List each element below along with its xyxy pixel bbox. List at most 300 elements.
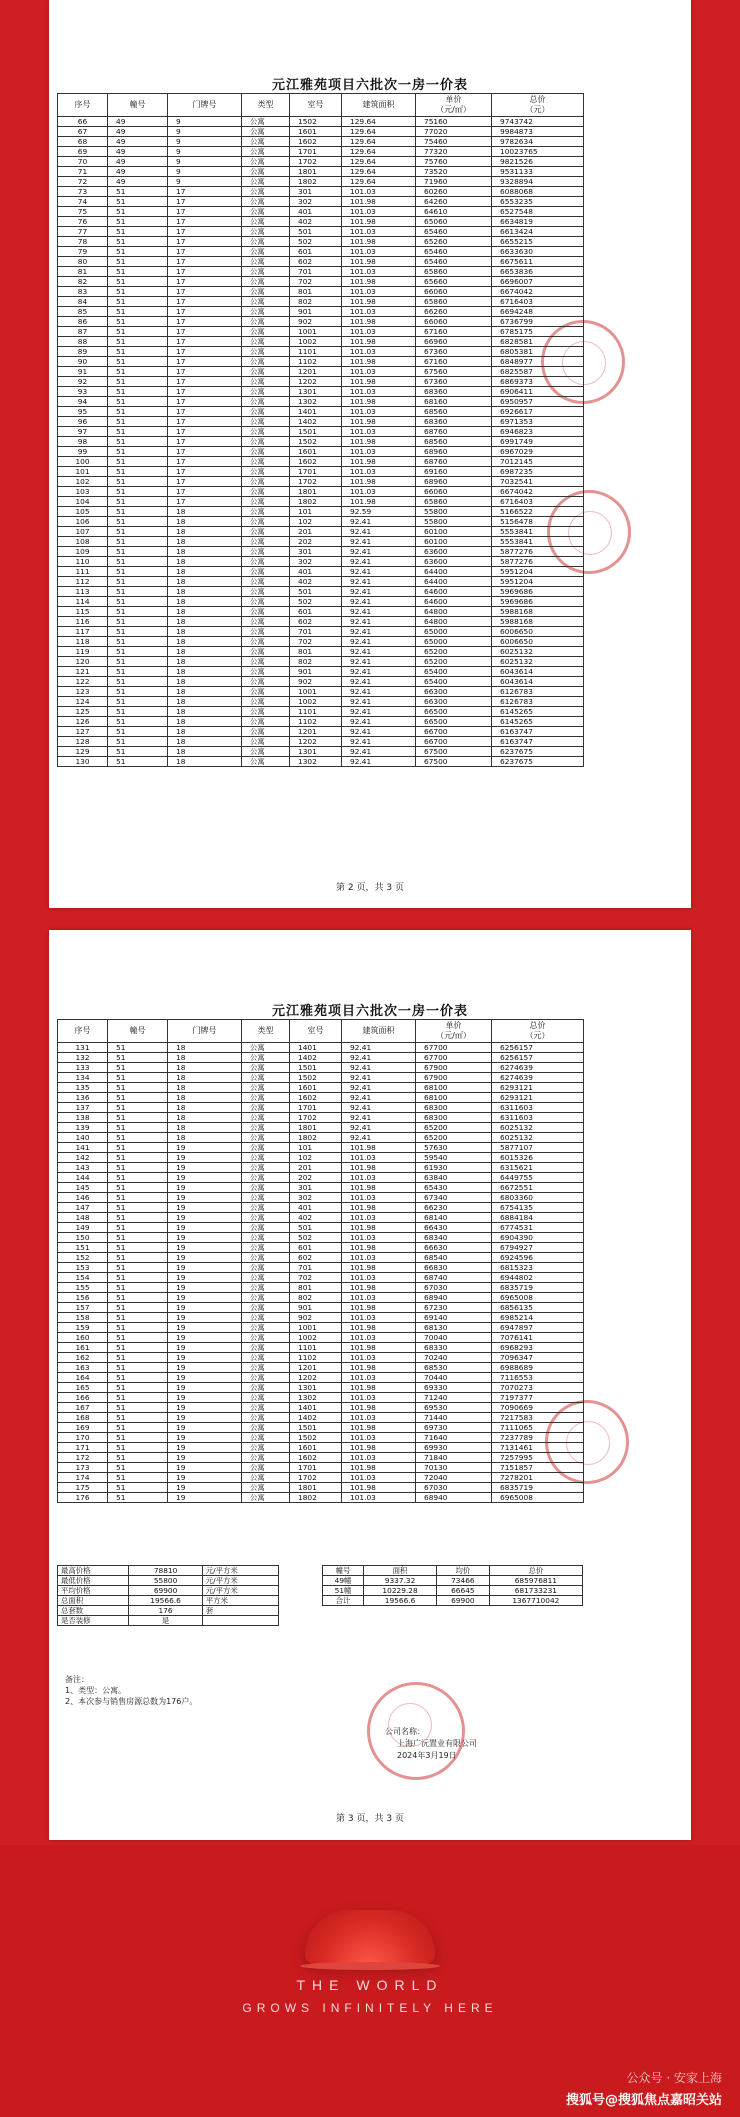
table-cell: 公寓 [242,647,290,657]
table-cell: 公寓 [242,1153,290,1163]
table-cell: 公寓 [242,1193,290,1203]
table-row [58,747,584,757]
table-cell: 501 [290,1223,342,1233]
table-cell: 公寓 [242,1433,290,1443]
table-cell: 137 [58,1103,108,1113]
table-row [58,617,584,627]
table-cell: 9 [168,157,242,167]
summary-cell: 176 [129,1606,202,1616]
table-cell: 公寓 [242,467,290,477]
summary-row [323,1596,583,1606]
table-cell: 1302 [290,757,342,767]
table-cell: 17 [168,487,242,497]
table-cell: 127 [58,727,108,737]
table-cell: 80 [58,257,108,267]
table-cell: 公寓 [242,737,290,747]
table-cell: 6293121 [492,1093,584,1103]
table-cell: 51 [108,1373,168,1383]
table-cell: 135 [58,1083,108,1093]
table-cell: 51 [108,467,168,477]
table-cell: 51 [108,347,168,357]
table-cell: 6655215 [492,237,584,247]
table-cell: 66230 [416,1203,492,1213]
notes [65,1674,197,1707]
table-cell: 101.03 [342,307,416,317]
table-cell: 402 [290,577,342,587]
summary-cell: 69900 [437,1596,490,1606]
table-row [58,117,584,127]
table-cell: 70 [58,157,108,167]
table-row [58,1163,584,1173]
table-cell: 68540 [416,1253,492,1263]
table-row [58,537,584,547]
table-body [58,1043,584,1503]
table-cell: 1602 [290,457,342,467]
table-cell: 公寓 [242,627,290,637]
table-cell: 69 [58,147,108,157]
table-cell: 51 [108,407,168,417]
table-cell: 51 [108,1063,168,1073]
table-cell: 126 [58,717,108,727]
summary-cell: 平方米 [202,1596,278,1606]
table-cell: 55800 [416,517,492,527]
table-cell: 118 [58,637,108,647]
table-row [58,147,584,157]
table-cell: 92.41 [342,567,416,577]
summary-header: 均价 [437,1566,490,1576]
table-row [58,1213,584,1223]
table-cell: 101.03 [342,1433,416,1443]
table-cell: 67230 [416,1303,492,1313]
table-row [58,157,584,167]
table-cell: 17 [168,217,242,227]
table-row [58,597,584,607]
table-cell: 129.64 [342,167,416,177]
table-cell: 302 [290,1193,342,1203]
table-cell: 1701 [290,467,342,477]
table-cell: 129 [58,747,108,757]
table-cell: 19 [168,1383,242,1393]
table-cell: 101.03 [342,1493,416,1503]
table-cell: 17 [168,237,242,247]
table-cell: 51 [108,637,168,647]
table-cell: 901 [290,667,342,677]
table-row [58,347,584,357]
table-cell: 85 [58,307,108,317]
table-cell: 6785175 [492,327,584,337]
table-cell: 101.03 [342,367,416,377]
table-cell: 101.98 [342,417,416,427]
table-cell: 1202 [290,1373,342,1383]
column-header: 单价 （元/㎡） [416,1020,492,1043]
table-cell: 5553841 [492,527,584,537]
table-cell: 公寓 [242,117,290,127]
table-cell: 17 [168,307,242,317]
table-cell: 902 [290,317,342,327]
table-cell: 72 [58,177,108,187]
table-cell: 68740 [416,1273,492,1283]
table-row [58,627,584,637]
table-row [58,1173,584,1183]
table-cell: 6805381 [492,347,584,357]
table-cell: 18 [168,1123,242,1133]
table-cell: 92.41 [342,1103,416,1113]
table-cell: 101.03 [342,1173,416,1183]
table-cell: 7090669 [492,1403,584,1413]
table-row [58,357,584,367]
table-cell: 92.41 [342,1113,416,1123]
table-cell: 51 [108,617,168,627]
table-cell: 64600 [416,597,492,607]
table-cell: 157 [58,1303,108,1313]
table-row [58,1223,584,1233]
table-cell: 501 [290,227,342,237]
table-cell: 公寓 [242,577,290,587]
table-cell: 101.03 [342,1313,416,1323]
table-cell: 67340 [416,1193,492,1203]
table-cell: 51 [108,1323,168,1333]
table-cell: 150 [58,1233,108,1243]
table-cell: 72040 [416,1473,492,1483]
document-title: 元江雅苑项目六批次一房一价表 [271,78,468,93]
table-cell: 65200 [416,647,492,657]
table-cell: 142 [58,1153,108,1163]
table-cell: 6237675 [492,757,584,767]
table-cell: 101.98 [342,257,416,267]
table-cell: 156 [58,1293,108,1303]
table-cell: 5166522 [492,507,584,517]
table-cell: 公寓 [242,1123,290,1133]
table-cell: 公寓 [242,1313,290,1323]
table-cell: 51 [108,437,168,447]
table-cell: 18 [168,647,242,657]
table-cell: 6025132 [492,657,584,667]
summary-row [323,1586,583,1596]
table-cell: 51 [108,737,168,747]
table-row [58,337,584,347]
table-cell: 17 [168,337,242,347]
table-cell: 7116553 [492,1373,584,1383]
table-row [58,407,584,417]
table-row [58,127,584,137]
table-cell: 68 [58,137,108,147]
table-cell: 901 [290,1303,342,1313]
table-row [58,327,584,337]
table-cell: 65460 [416,247,492,257]
table-cell: 19 [168,1203,242,1213]
summary-row [58,1576,279,1586]
table-cell: 1801 [290,167,342,177]
summary-header: 幢号 [323,1566,364,1576]
table-cell: 7076141 [492,1333,584,1343]
table-cell: 129.64 [342,177,416,187]
table-row [58,1263,584,1273]
table-cell: 1002 [290,697,342,707]
table-cell: 120 [58,657,108,667]
table-cell: 101.03 [342,1213,416,1223]
table-cell: 6904390 [492,1233,584,1243]
table-cell: 102 [290,1153,342,1163]
table-cell: 公寓 [242,127,290,137]
table-cell: 6633630 [492,247,584,257]
table-cell: 19 [168,1223,242,1233]
table-row [58,197,584,207]
table-cell: 111 [58,567,108,577]
table-cell: 92.41 [342,547,416,557]
table-cell: 51 [108,267,168,277]
table-cell: 75 [58,207,108,217]
table-cell: 1702 [290,1113,342,1123]
table-cell: 公寓 [242,587,290,597]
table-cell: 18 [168,727,242,737]
table-cell: 301 [290,547,342,557]
table-cell: 132 [58,1053,108,1063]
table-cell: 19 [168,1233,242,1243]
table-cell: 81 [58,267,108,277]
table-cell: 68140 [416,1213,492,1223]
table-cell: 201 [290,527,342,537]
table-cell: 101.03 [342,487,416,497]
table-row [58,1453,584,1463]
table-cell: 公寓 [242,267,290,277]
table-cell: 6163747 [492,727,584,737]
table-cell: 18 [168,737,242,747]
table-cell: 9 [168,127,242,137]
table-cell: 66630 [416,1243,492,1253]
table-cell: 801 [290,647,342,657]
table-row [58,1133,584,1143]
company-label: 公司名称： [385,1727,425,1736]
table-cell: 68100 [416,1093,492,1103]
table-cell: 51 [108,367,168,377]
table-cell: 1501 [290,1423,342,1433]
table-cell: 101.98 [342,217,416,227]
table-cell: 67360 [416,347,492,357]
table-cell: 201 [290,1163,342,1173]
table-cell: 公寓 [242,217,290,227]
table-cell: 公寓 [242,707,290,717]
table-cell: 78 [58,237,108,247]
table-cell: 51 [108,687,168,697]
table-cell: 71440 [416,1413,492,1423]
table-cell: 68530 [416,1363,492,1373]
table-cell: 151 [58,1243,108,1253]
table-cell: 公寓 [242,147,290,157]
table-cell: 502 [290,597,342,607]
table-cell: 7096347 [492,1353,584,1363]
table-row [58,367,584,377]
table-cell: 19 [168,1173,242,1183]
table-cell: 7131461 [492,1443,584,1453]
table-cell: 6985214 [492,1313,584,1323]
table-row [58,307,584,317]
table-cell: 7151857 [492,1463,584,1473]
table-cell: 88 [58,337,108,347]
table-cell: 101.03 [342,1333,416,1343]
summary-cell: 66645 [437,1586,490,1596]
table-cell: 6025132 [492,647,584,657]
table-cell: 18 [168,517,242,527]
table-cell: 公寓 [242,1443,290,1453]
summary-cell: 78810 [129,1566,202,1576]
table-cell: 51 [108,1293,168,1303]
table-cell: 68560 [416,407,492,417]
table-cell: 92.41 [342,537,416,547]
table-cell: 49 [108,157,168,167]
table-cell: 167 [58,1403,108,1413]
table-cell: 67030 [416,1483,492,1493]
table-cell: 5988168 [492,607,584,617]
table-cell: 17 [168,447,242,457]
table-cell: 69530 [416,1403,492,1413]
table-cell: 51 [108,537,168,547]
table-row [58,527,584,537]
table-cell: 51 [108,357,168,367]
table-cell: 66 [58,117,108,127]
table-cell: 6987235 [492,467,584,477]
table-cell: 6815323 [492,1263,584,1273]
table-cell: 1001 [290,1323,342,1333]
table-cell: 6025132 [492,1123,584,1133]
table-cell: 168 [58,1413,108,1423]
table-row [58,1063,584,1073]
table-row [58,1393,584,1403]
table-cell: 18 [168,757,242,767]
table-cell: 9 [168,137,242,147]
table-cell: 87 [58,327,108,337]
column-header: 类型 [242,1020,290,1043]
table-cell: 71240 [416,1393,492,1403]
table-row [58,457,584,467]
column-header: 幢号 [108,1020,168,1043]
table-cell: 51 [108,527,168,537]
table-cell: 51 [108,597,168,607]
table-cell: 129.64 [342,157,416,167]
table-row [58,1253,584,1263]
table-cell: 17 [168,327,242,337]
table-cell: 公寓 [242,497,290,507]
table-cell: 74 [58,197,108,207]
table-cell: 68300 [416,1103,492,1113]
table-cell: 7070273 [492,1383,584,1393]
table-cell: 51 [108,1243,168,1253]
table-row [58,1363,584,1373]
table-cell: 公寓 [242,347,290,357]
summary-row [58,1566,279,1576]
table-cell: 51 [108,757,168,767]
table-cell: 75160 [416,117,492,127]
summary-cell [202,1616,278,1626]
table-row [58,297,584,307]
table-cell: 65860 [416,267,492,277]
table-cell: 101.98 [342,1443,416,1453]
table-row [58,1373,584,1383]
table-cell: 67360 [416,377,492,387]
table-cell: 51 [108,247,168,257]
table-row [58,1473,584,1483]
table-cell: 92.41 [342,627,416,637]
table-cell: 76 [58,217,108,227]
table-cell: 51 [108,1193,168,1203]
table-cell: 公寓 [242,447,290,457]
table-cell: 101.98 [342,237,416,247]
table-cell: 公寓 [242,1203,290,1213]
table-cell: 65460 [416,227,492,237]
table-row [58,717,584,727]
table-cell: 92.41 [342,637,416,647]
table-cell: 51 [108,1393,168,1403]
table-row [58,377,584,387]
table-cell: 51 [108,1103,168,1113]
table-cell: 144 [58,1173,108,1183]
table-cell: 6674042 [492,287,584,297]
table-cell: 公寓 [242,387,290,397]
table-cell: 1702 [290,1473,342,1483]
table-cell: 302 [290,197,342,207]
table-cell: 6774531 [492,1223,584,1233]
summary-cell: 套 [202,1606,278,1616]
table-cell: 101.03 [342,267,416,277]
table-cell: 101.03 [342,1273,416,1283]
table-cell: 51 [108,1113,168,1123]
table-row [58,397,584,407]
table-cell: 51 [108,497,168,507]
table-cell: 公寓 [242,1063,290,1073]
table-cell: 51 [108,1483,168,1493]
table-cell: 113 [58,587,108,597]
table-row [58,1283,584,1293]
table-cell: 1802 [290,497,342,507]
table-cell: 92.41 [342,647,416,657]
table-cell: 公寓 [242,227,290,237]
table-cell: 公寓 [242,157,290,167]
table-cell: 109 [58,547,108,557]
table-cell: 92.41 [342,597,416,607]
table-cell: 6145265 [492,707,584,717]
table-cell: 公寓 [242,1343,290,1353]
table-cell: 公寓 [242,1293,290,1303]
table-cell: 176 [58,1493,108,1503]
table-cell: 1502 [290,1433,342,1443]
table-cell: 1302 [290,1393,342,1403]
table-cell: 19 [168,1433,242,1443]
table-cell: 65200 [416,657,492,667]
table-cell: 18 [168,547,242,557]
table-row [58,737,584,747]
table-cell: 18 [168,607,242,617]
table-cell: 51 [108,1403,168,1413]
table-cell: 6613424 [492,227,584,237]
table-row [58,417,584,427]
table-cell: 51 [108,417,168,427]
table-cell: 64600 [416,587,492,597]
red-sphere-graphic [305,1910,435,1964]
column-header: 室号 [290,1020,342,1043]
table-cell: 18 [168,1093,242,1103]
table-cell: 68160 [416,397,492,407]
table-cell: 51 [108,667,168,677]
table-cell: 公寓 [242,367,290,377]
table-cell: 101.03 [342,1193,416,1203]
table-cell: 1701 [290,147,342,157]
table-cell: 63600 [416,557,492,567]
table-cell: 101.98 [342,1363,416,1373]
table-cell: 1601 [290,1443,342,1453]
table-cell: 51 [108,1183,168,1193]
table-cell: 101.98 [342,1423,416,1433]
table-cell: 17 [168,197,242,207]
table-row [58,1073,584,1083]
